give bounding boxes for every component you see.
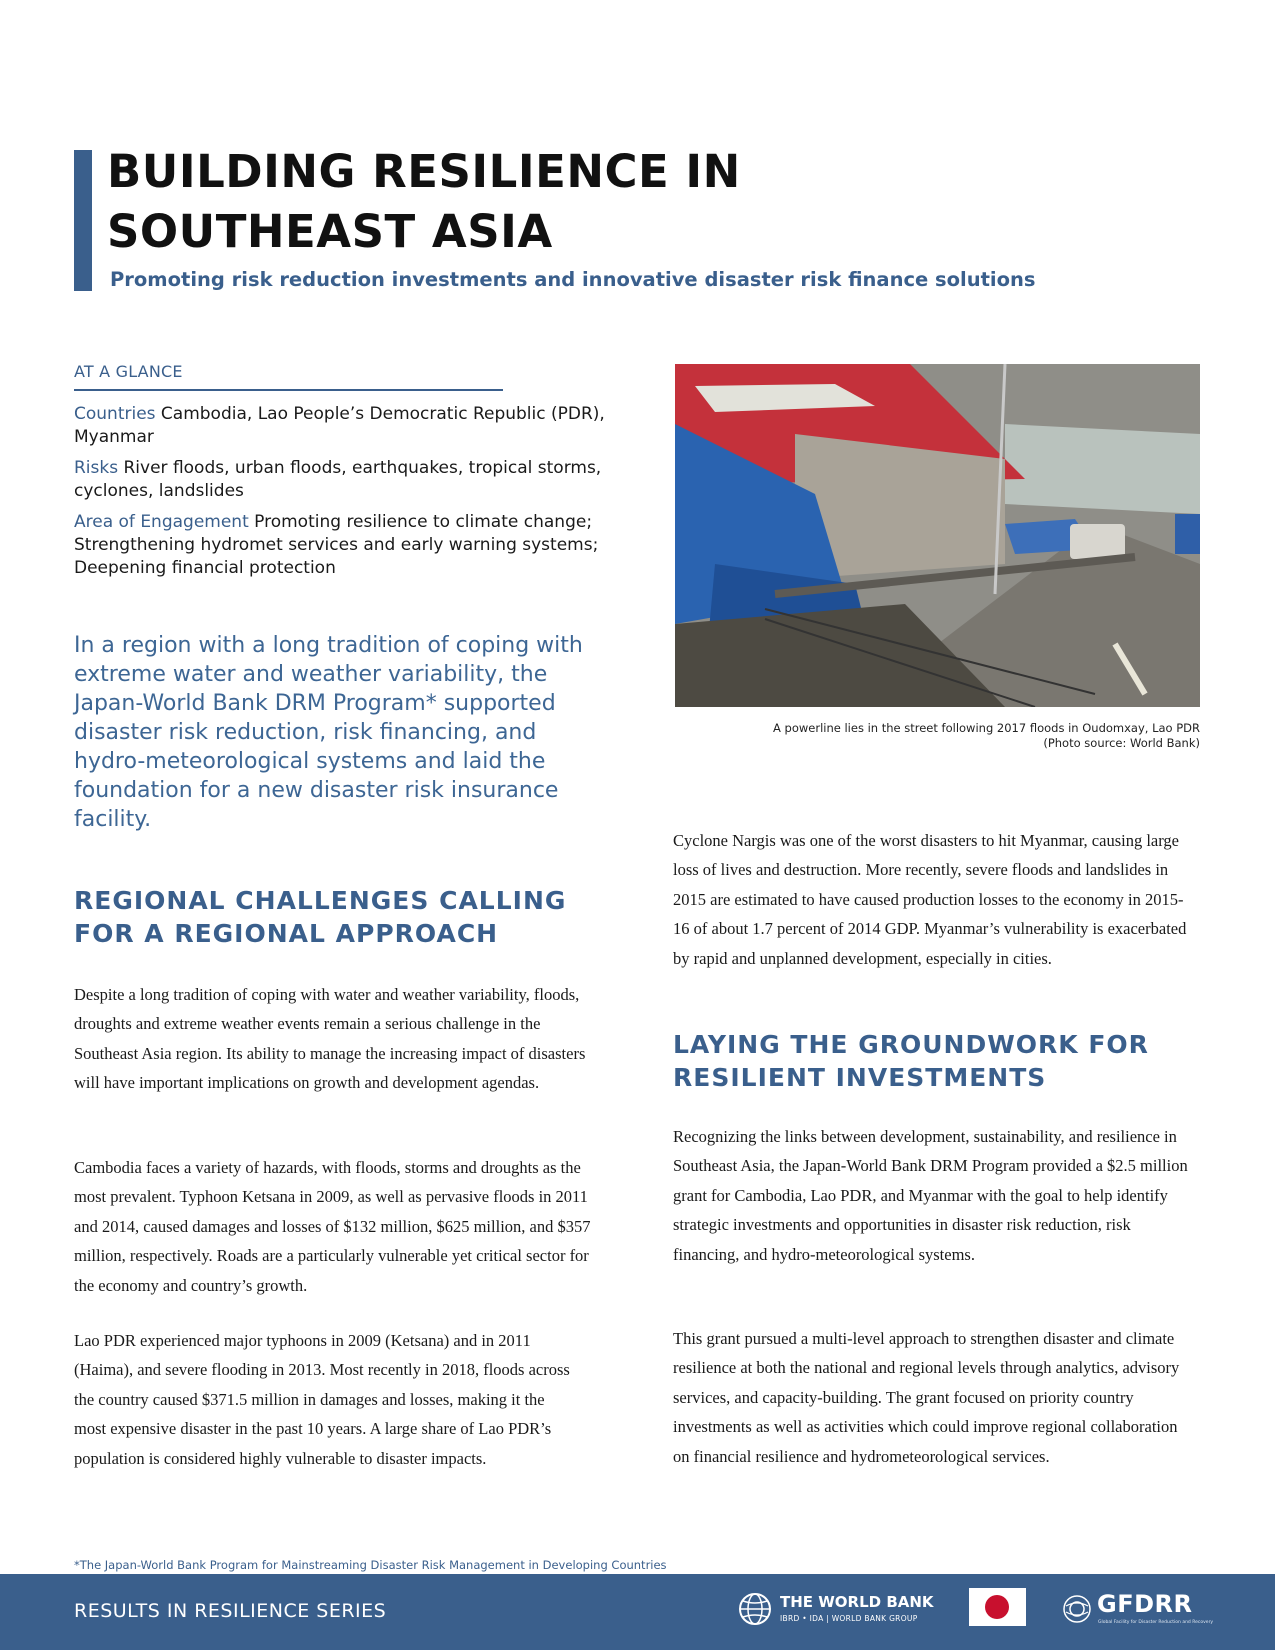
glance-risks [74, 457, 629, 503]
series-title: RESULTS IN RESILIENCE SERIES [74, 1600, 387, 1622]
photo-caption-text: A powerline lies in the street following 2017 floods in Oudomxay, Lao PDR [773, 721, 1200, 735]
body-paragraph: Cambodia faces a variety of hazards, with floods, storms and droughts as the most prevalent. Typhoon Ketsana in 2009, as well as pervasive floods in 2011 and 2014, caused damages and losses of $132 million, $625 million, and $357 million, respectively. Roads are a particularly vulnerable yet critical sector for the economy and country’s growth. [74, 1158, 591, 1295]
world-bank-logo [738, 1590, 934, 1630]
body-paragraph: Lao PDR experienced major typhoons in 2009 (Ketsana) and in 2011 (Haima), and severe flooding in 2013. Most recently in 2018, floods across the country caused $371.5 million in damages and losses, making it the most expensive disaster in the past 10 years. A large share of Lao PDR’s population is considered highly vulnerable to disaster impacts. [74, 1331, 570, 1468]
section-heading-regional-challenges: REGIONAL CHALLENGES CALLING FOR A REGIONAL APPROACH [74, 886, 567, 948]
section-heading-groundwork: LAYING THE GROUNDWORK FOR RESILIENT INVESTMENTS [673, 1030, 1149, 1092]
flood-photo [675, 364, 1200, 707]
gfdrr-emblem-icon [1062, 1594, 1092, 1624]
gfdrr-logo [1062, 1588, 1214, 1632]
lead-paragraph: In a region with a long tradition of coping with extreme water and weather variability, the Japan-World Bank DRM Program* supported disaster risk reduction, risk financing, and hydro-meteorological systems and laid the foundation for a new disaster risk insurance facility. [74, 633, 583, 832]
body-paragraph: Recognizing the links between development, sustainability, and resilience in Southeast Asia, the Japan-World Bank DRM Program provided a $2.5 million grant for Cambodia, Lao PDR, and Myanmar with the goal to help identify strategic investments and opportunities in disaster risk reduction, risk financing, and hydro-meteorological systems. [673, 1127, 1188, 1264]
body-paragraph: Despite a long tradition of coping with water and weather variability, floods, droughts and extreme weather events remain a serious challenge in the Southeast Asia region. Its ability to manage the increasing impact of disasters will have important implications on growth and development agendas. [74, 985, 586, 1093]
body-paragraph: Cyclone Nargis was one of the worst disasters to hit Myanmar, causing large loss of lives and destruction. More recently, severe floods and landslides in 2015 are estimated to have caused production losses to the economy in 2015-16 of about 1.7 percent of 2014 GDP. Myanmar’s vulnerability is exacerbated by rapid and unplanned development, especially in cities. [673, 831, 1187, 968]
photo-credit: (Photo source: World Bank) [1043, 736, 1200, 750]
glance-engagement-label: Area of Engagement [74, 512, 249, 532]
glance-engagement-value: Promoting resilience to climate change; Strengthening hydromet services and early warning systems; Deepening financial protection [74, 512, 599, 578]
glance-heading: AT A GLANCE [74, 362, 183, 381]
footer-bar [0, 1574, 1275, 1650]
page-title: BUILDING RESILIENCE IN SOUTHEAST ASIA [107, 145, 741, 258]
glance-risks-value: River floods, urban floods, earthquakes, tropical storms, cyclones, landslides [74, 458, 602, 501]
glance-countries [74, 403, 629, 449]
glance-countries-value: Cambodia, Lao People’s Democratic Republic (PDR), Myanmar [74, 404, 605, 447]
gfdrr-name: GFDRR [1097, 1590, 1193, 1618]
page-subtitle: Promoting risk reduction investments and innovative disaster risk finance solutions [110, 268, 1036, 291]
glance-engagement [74, 511, 629, 580]
japan-flag-icon [969, 1588, 1026, 1626]
glance-divider [74, 389, 503, 391]
footnote: *The Japan-World Bank Program for Mainstreaming Disaster Risk Management in Developing Countries [74, 1558, 667, 1572]
gfdrr-subtitle: Global Facility for Disaster Reduction and Recovery [1098, 1620, 1214, 1625]
world-bank-subtitle: IBRD • IDA | WORLD BANK GROUP [780, 1614, 918, 1623]
photo-caption [675, 721, 1200, 751]
body-paragraph: This grant pursued a multi-level approach to strengthen disaster and climate resilience at both the national and regional levels through analytics, advisory services, and capacity-building. The grant focused on priority country investments as well as activities which could improve regional collaboration on financial resilience and hydrometeorological services. [673, 1329, 1180, 1466]
title-accent-bar [74, 150, 92, 291]
glance-countries-label: Countries [74, 404, 156, 424]
glance-risks-label: Risks [74, 458, 119, 478]
world-bank-name: THE WORLD BANK [780, 1593, 934, 1611]
globe-icon [738, 1592, 772, 1626]
